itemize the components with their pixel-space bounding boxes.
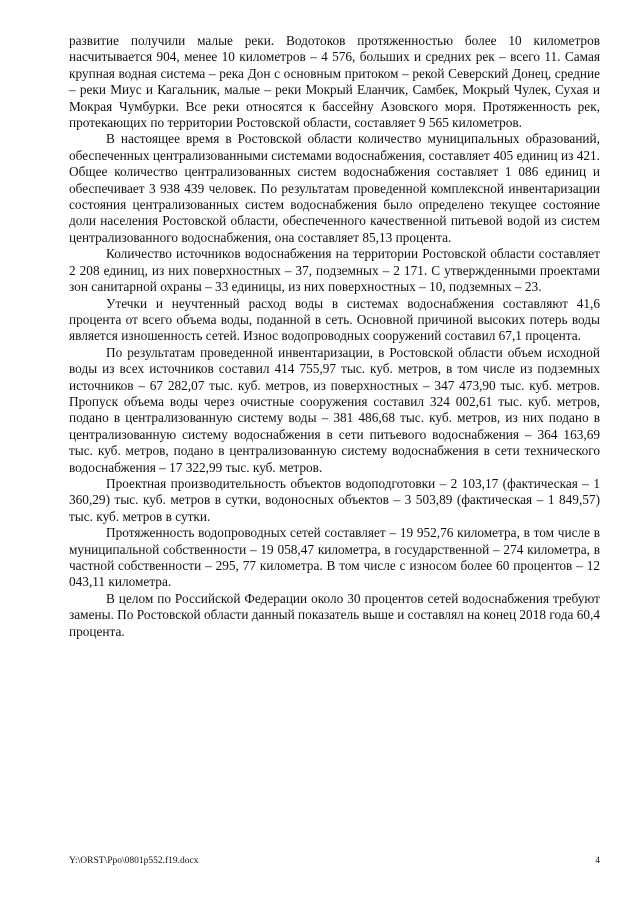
paragraph-replacement-need: В целом по Российской Федерации около 30 процентов сетей водоснабжения требуют замены. По Ростовской области данный показатель выше и составлял на конец 2018 года 60,4 процента.: [69, 590, 600, 639]
paragraph-water-sources: Количество источников водоснабжения на территории Ростовской области составляет 2 208 единиц, из них поверхностных – 37, подземных – 2 171. С утвержденными проектами зон санитарной охраны – 33 единицы, из них поверхностных – 10, подземных – 23.: [69, 246, 600, 295]
paragraph-design-capacity: Проектная производительность объектов водоподготовки – 2 103,17 (фактическая – 1 360,29) тыс. куб. метров в сутки, водоносных объектов – 3 503,89 (фактическая – 1 849,57) тыс. куб. метров в сутки.: [69, 475, 600, 524]
paragraph-water-volume: По результатам проведенной инвентаризации, в Ростовской области объем исходной воды из всех источников составил 414 755,97 тыс. куб. метров, в том числе из подземных источников – 67 282,07 тыс. куб. метров, из поверхностных – 347 473,90 тыс. куб. метров. Пропуск объема воды через очистные сооружения составил 324 002,61 тыс. куб. метров, подано в централизованную систему воды – 381 486,68 тыс. куб. метров, из них подано в централизованную систему водоснабжения в сети питьевого водоснабжения – 364 163,69 тыс. куб. метров, подано в централизованную систему водоснабжения в сети технического водоснабжения – 17 322,99 тыс. куб. метров.: [69, 344, 600, 475]
page-footer: [69, 856, 600, 866]
paragraph-rivers: развитие получили малые реки. Водотоков протяженностью более 10 километров насчитывается 904, менее 10 километров – 4 576, больших и средних рек – всего 11. Самая крупная водная система – река Дон с основным притоком – рекой Северский Донец, средние – реки Миус и Кагальник, малые – реки Мокрый Еланчик, Самбек, Мокрый Чулек, Сухая и Мокрая Чумбурки. Все реки относятся к бассейну Азовского моря. Протяженность рек, протекающих по территории Ростовской области, составляет 9 565 километров.: [69, 33, 600, 131]
document-body: [69, 33, 600, 640]
file-path: Y:\ORST\Ppo\0801p552.f19.docx: [69, 856, 199, 866]
paragraph-municipal-water-supply: В настоящее время в Ростовской области количество муниципальных образований, обеспеченных централизованными системами водоснабжения, составляет 405 единиц из 421. Общее количество централизованных систем водоснабжения составляет 1 086 единиц и обеспечивает 3 938 439 человек. По результатам проведенной комплексной инвентаризации состояния централизованных систем водоснабжения было определено текущее состояние доли населения Ростовской области, обеспеченного качественной питьевой водой из систем централизованного водоснабжения, она составляет 85,13 процента.: [69, 131, 600, 245]
paragraph-water-losses: Утечки и неучтенный расход воды в системах водоснабжения составляют 41,6 процента от всего объема воды, поданной в сеть. Основной причиной высоких потерь воды является изношенность сетей. Износ водопроводных сооружений составил 67,1 процента.: [69, 295, 600, 344]
paragraph-network-length: Протяженность водопроводных сетей составляет – 19 952,76 километра, в том числе в муниципальной собственности – 19 058,47 километра, в государственной – 274 километра, в частной собственности – 295, 77 километра. В том числе с износом более 60 процентов – 12 043,11 километра.: [69, 525, 600, 590]
page-number: 4: [595, 856, 600, 866]
